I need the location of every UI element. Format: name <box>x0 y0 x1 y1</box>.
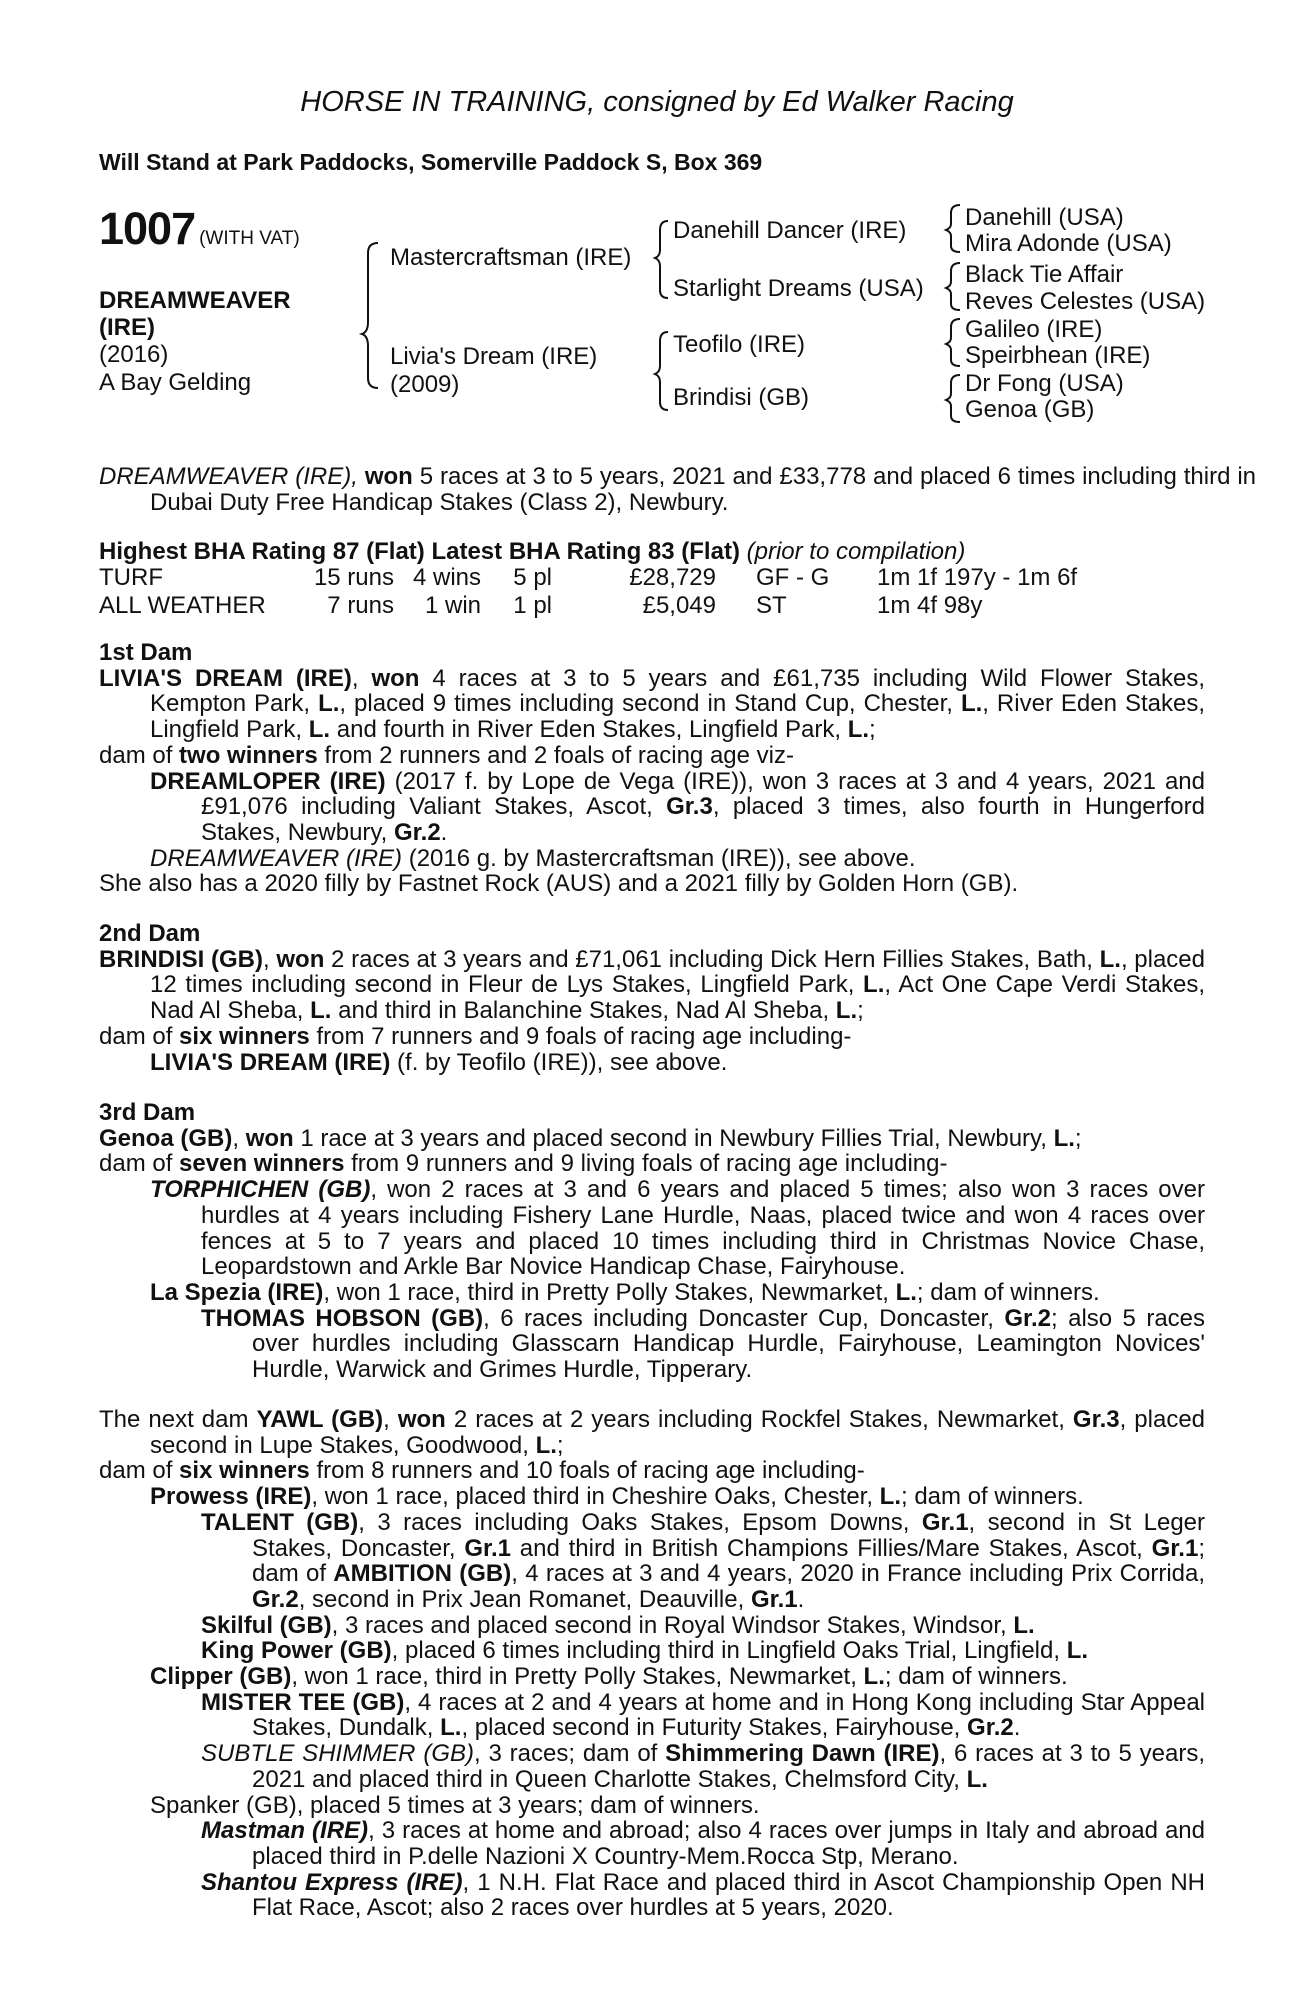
produce-intro <box>99 1458 1205 1484</box>
listed-mark: L. <box>1066 1637 1089 1665</box>
produce-entry <box>201 1870 1205 1921</box>
pedigree-dam: Livia's Dream (IRE) <box>390 343 598 370</box>
record-text: (f. by Teofilo (IRE)), see above. <box>390 1048 728 1076</box>
produce-name: MISTER TEE (GB) <box>201 1688 405 1716</box>
pedigree-g6: Speirbhean (IRE) <box>965 342 1151 369</box>
record-text: , 4 races at 2 and 4 years at home and in Hong Kong including Star Appeal Stakes, Dundalk, <box>252 1688 1206 1742</box>
ratings-note: (prior to compilation) <box>746 538 966 565</box>
record-text: The next dam <box>99 1406 257 1433</box>
stand-location: Will Stand at Park Paddocks, Somerville Paddock S, Box 369 <box>99 149 763 175</box>
stat-placed: 5 pl <box>513 564 552 591</box>
sire-brace <box>655 221 668 298</box>
record-text: , won 1 race, third in Pretty Polly Stakes, Newmarket, <box>291 1663 864 1691</box>
summary-horse-name: DREAMWEAVER (IRE), <box>99 463 358 490</box>
record-text: ; dam of winners. <box>884 1663 1068 1691</box>
produce-name: Prowess (IRE) <box>150 1483 312 1511</box>
record-text: , second in St Leger Stakes, Doncaster, <box>252 1508 1206 1562</box>
produce-entry <box>201 1818 1205 1869</box>
record-text: dam of <box>99 1022 180 1050</box>
foaling-year: (2016) <box>99 341 169 368</box>
dam-name: Genoa (GB) <box>99 1124 233 1152</box>
pedigree-g8: Genoa (GB) <box>965 396 1095 423</box>
pedigree-g2: Mira Adonde (USA) <box>965 230 1172 257</box>
stat-surface: ALL WEATHER <box>99 592 266 619</box>
record-text: , 1 N.H. Flat Race and placed third in Ascot Championship Open NH Flat Race, Ascot; also 2 races over hurdles at 5 years, 2020. <box>252 1868 1205 1922</box>
grade-mark: Gr.2 <box>393 818 441 846</box>
listed-mark: L. <box>1013 1611 1035 1639</box>
record-text: 2 races at 3 years and £71,061 including Dick Hern Fillies Stakes, Bath, <box>324 945 1100 973</box>
pedigree-sire-dam: Starlight Dreams (USA) <box>673 275 924 302</box>
listed-mark: L. <box>440 1714 462 1742</box>
produce-name: AMBITION (GB) <box>333 1560 512 1588</box>
listed-mark: L. <box>863 1663 885 1691</box>
second-dam-section <box>99 921 1205 1075</box>
grade-mark: Gr.1 <box>921 1508 969 1536</box>
record-text: . <box>797 1585 805 1613</box>
stat-distance: 1m 1f 197y - 1m 6f <box>877 564 1078 591</box>
produce-name: DREAMWEAVER (IRE) <box>150 844 403 872</box>
record-text: 2 races at 2 years including Rockfel Stakes, Newmarket, <box>445 1406 1073 1433</box>
grand-brace-2 <box>946 263 960 310</box>
produce-entry <box>201 1510 1205 1613</box>
dam-record: BRINDISI (GB), won 2 races at 3 years and £71,061 including Dick Hern Fillies Stakes, Bath, L., placed 12 times including second in Fleur de Lys Stakes, Lingfield Park, L., Act One Cape Verdi Stakes, Nad Al Sheba, L. and third in Balanchine Stakes, Nad Al Sheba, L.; <box>99 945 1206 1025</box>
record-text: , second in Prix Jean Romanet, Deauville, <box>298 1585 751 1613</box>
record-text: ; <box>1074 1124 1082 1152</box>
first-dam-section <box>99 640 1205 897</box>
record-text: ; <box>869 716 876 744</box>
listed-mark: L. <box>835 997 858 1025</box>
record-text: , Act One Cape Verdi Stakes, Nad Al Sheba, <box>150 971 1205 1025</box>
record-text: , 3 races and placed second in Royal Windsor Stakes, Windsor, <box>331 1611 1014 1639</box>
listed-mark: L. <box>960 690 983 718</box>
next-dam-section <box>99 1407 1205 1921</box>
record-text: . <box>1013 1714 1021 1742</box>
produce-name: Skilful (GB) <box>201 1611 332 1639</box>
record-text: (2017 f. by Lope de Vega (IRE)), won 3 races at 3 and 4 years, 2021 and £91,076 including Valiant Stakes, Ascot, <box>201 767 1205 821</box>
record-text: 1 race at 3 years and placed second in Newbury Fillies Trial, Newbury, <box>293 1124 1054 1152</box>
produce-intro <box>99 743 1205 769</box>
record-text: (2016 g. by Mastercraftsman (IRE)), see above. <box>402 844 916 872</box>
produce-name: SUBTLE SHIMMER (GB) <box>201 1740 474 1768</box>
dam-record: Genoa (GB), won 1 race at 3 years and placed second in Newbury Fillies Trial, Newbury, L.; <box>99 1124 1082 1152</box>
listed-mark: L. <box>318 690 340 718</box>
produce-entry <box>201 1306 1205 1383</box>
record-text: 4 races at 3 to 5 years and £61,735 including Wild Flower Stakes, Kempton Park, <box>150 664 1206 718</box>
dam-name: YAWL (GB) <box>256 1406 384 1433</box>
pedigree-dam-dam: Brindisi (GB) <box>673 384 810 411</box>
record-text: , 6 races including Doncaster Cup, Doncaster, <box>483 1304 1005 1332</box>
record-text: from 8 runners and 10 foals of racing age including- <box>309 1457 865 1485</box>
record-text: ; also 5 races over hurdles including Glasscarn Handicap Hurdle, Fairyhouse, Leamington Novices' Hurdle, Warwick and Grimes Hurdle, Tipperary. <box>252 1304 1206 1384</box>
grade-mark: Gr.2 <box>1004 1304 1052 1332</box>
record-text: from 9 runners and 9 living foals of racing age including- <box>344 1150 948 1178</box>
pedigree-sire-sire: Danehill Dancer (IRE) <box>673 217 907 244</box>
grand-brace-4 <box>946 375 960 422</box>
horse-description: A Bay Gelding <box>99 369 252 396</box>
produce-entry <box>150 1280 1205 1306</box>
summary-text: 5 races at 3 to 5 years, 2021 and £33,778 and placed 6 times including third in Dubai Duty Free Handicap Stakes (Class 2), Newbury. <box>150 463 1257 516</box>
record-text: , 6 races at 3 to 5 years, 2021 and placed third in Queen Charlotte Stakes, Chelmsford City, <box>252 1740 1205 1793</box>
stat-wins: 1 win <box>424 592 481 619</box>
dam-name: BRINDISI (GB) <box>99 945 264 973</box>
listed-mark: L. <box>966 1765 988 1793</box>
produce-name: Shimmering Dawn (IRE) <box>665 1740 940 1768</box>
winners-count: six winners <box>179 1457 310 1485</box>
section-heading: 1st Dam <box>99 639 193 666</box>
pedigree-g5: Galileo (IRE) <box>965 316 1103 343</box>
record-text: from 7 runners and 9 foals of racing age including- <box>309 1022 852 1050</box>
record-text: ; dam of winners. <box>916 1278 1100 1306</box>
produce-name: King Power (GB) <box>201 1637 392 1665</box>
listed-mark: L. <box>863 971 885 999</box>
won-label: won <box>371 664 420 692</box>
grade-mark: Gr.1 <box>750 1585 798 1613</box>
produce-entry <box>201 1690 1205 1741</box>
produce-name: THOMAS HOBSON (GB) <box>201 1304 484 1332</box>
vat-note: (WITH VAT) <box>199 228 300 249</box>
produce-intro <box>99 1024 1205 1050</box>
record-text: dam of <box>99 1457 180 1485</box>
stat-earnings: £28,729 <box>629 564 716 591</box>
record-text: , placed 12 times including second in Fleur de Lys Stakes, Lingfield Park, <box>150 945 1206 999</box>
grade-mark: Gr.3 <box>666 793 713 821</box>
produce-entry <box>201 1741 1205 1792</box>
record-text: from 2 runners and 2 foals of racing age viz- <box>317 741 794 769</box>
grade-mark: Gr.1 <box>464 1534 512 1562</box>
produce-entry: Spanker (GB), placed 5 times at 3 years; dam of winners. <box>150 1791 760 1819</box>
winners-count: two winners <box>179 741 318 769</box>
grade-mark: Gr.3 <box>1072 1406 1120 1433</box>
horse-name: DREAMWEAVER <box>99 287 291 314</box>
record-text: and fourth in River Eden Stakes, Lingfield Park, <box>330 716 848 744</box>
record-text: , won 1 race, third in Pretty Polly Stakes, Newmarket, <box>323 1278 896 1306</box>
produce-name: LIVIA'S DREAM (IRE) <box>150 1048 391 1076</box>
table-row <box>99 564 1077 592</box>
grand-brace-3 <box>946 319 960 366</box>
stat-going: GF - G <box>756 564 830 591</box>
record-text: dam of <box>99 741 180 769</box>
produce-name: Clipper (GB) <box>150 1663 292 1691</box>
ratings-label: Highest BHA Rating 87 (Flat) Latest BHA Rating 83 (Flat) <box>99 538 740 565</box>
stat-earnings: £5,049 <box>642 592 716 619</box>
listed-mark: L. <box>310 997 332 1025</box>
record-text: . <box>440 818 448 846</box>
produce-entry <box>150 1664 1205 1690</box>
listed-mark: L. <box>847 716 870 744</box>
dam-name: LIVIA'S DREAM (IRE) <box>99 664 352 692</box>
grand-brace-1 <box>946 205 960 252</box>
dam-record: The next dam YAWL (GB), won 2 races at 2 years including Rockfel Stakes, Newmarket, Gr.3, placed second in Lupe Stakes, Goodwood, L.; <box>99 1406 1206 1459</box>
pedigree-dam-sire: Teofilo (IRE) <box>673 331 806 358</box>
record-text: , 3 races including Oaks Stakes, Epsom Downs, <box>358 1508 922 1536</box>
record-text: , 4 races at 3 and 4 years, 2020 in France including Prix Corrida, <box>511 1560 1206 1588</box>
table-row <box>99 592 1077 620</box>
section-heading: 3rd Dam <box>99 1099 196 1126</box>
record-text: dam of <box>99 1150 180 1178</box>
produce-entry <box>150 1177 1205 1280</box>
record-text: and third in British Champions Fillies/Mare Stakes, Ascot, <box>511 1534 1152 1562</box>
record-text: , 3 races at home and abroad; also 4 races over jumps in Italy and abroad and placed third in P.delle Nazioni X Country-Mem.Rocca Stp, Merano. <box>252 1817 1206 1870</box>
pedigree-sire: Mastercraftsman (IRE) <box>390 244 632 271</box>
pedigree-dam-year: (2009) <box>390 371 460 398</box>
record-text: , 3 races; dam of <box>474 1740 666 1768</box>
won-label: won <box>245 1124 294 1152</box>
listed-mark: L. <box>1053 1124 1075 1152</box>
listed-mark: L. <box>308 716 331 744</box>
record-text: , placed second in Lupe Stakes, Goodwood, <box>150 1406 1206 1459</box>
produce-entry <box>150 1050 1205 1076</box>
record-text: ; dam of <box>252 1534 1205 1588</box>
record-text: , placed 6 times including third in Lingfield Oaks Trial, Lingfield, <box>391 1637 1067 1665</box>
produce-intro <box>99 1151 1205 1177</box>
younger-produce-note: She also has a 2020 filly by Fastnet Rock (AUS) and a 2021 filly by Golden Horn (GB). <box>99 870 1019 898</box>
record-text: , River Eden Stakes, Lingfield Park, <box>150 690 1206 744</box>
record-text: ; <box>857 997 864 1025</box>
produce-name: TALENT (GB) <box>201 1508 359 1536</box>
stat-wins: 4 wins <box>412 564 481 591</box>
record-text: , placed 9 times including second in Stand Cup, Chester, <box>339 690 961 718</box>
race-summary <box>99 464 1256 515</box>
stat-distance: 1m 4f 98y <box>877 592 983 619</box>
stat-surface: TURF <box>99 564 163 591</box>
stat-placed: 1 pl <box>513 592 552 619</box>
produce-name: DREAMLOPER (IRE) <box>150 767 386 795</box>
produce-entry <box>201 1638 1205 1664</box>
produce-name: Mastman (IRE) <box>201 1817 369 1845</box>
record-text: , placed second in Futurity Stakes, Fairyhouse, <box>461 1714 968 1742</box>
pedigree-g4: Reves Celestes (USA) <box>965 288 1206 315</box>
page-header: HORSE IN TRAINING, consigned by Ed Walker Racing <box>300 86 1014 118</box>
produce-entry <box>150 1484 1205 1510</box>
grade-mark: Gr.2 <box>967 1714 1014 1742</box>
won-label: won <box>397 1406 446 1433</box>
won-label: won <box>276 945 325 973</box>
dam-record: LIVIA'S DREAM (IRE), won 4 races at 3 to 5 years and £61,735 including Wild Flower Stakes, Kempton Park, L., placed 9 times including second in Stand Cup, Chester, L., River Eden Stakes, Lingfield Park, L. and fourth in River Eden Stakes, Lingfield Park, L.; <box>99 664 1206 744</box>
dam-brace <box>655 332 668 410</box>
pedigree-g1: Danehill (USA) <box>965 204 1124 231</box>
record-text: and third in Balanchine Stakes, Nad Al Sheba, <box>331 997 836 1025</box>
winners-count: six winners <box>179 1022 310 1050</box>
winners-count: seven winners <box>179 1150 345 1178</box>
produce-name: TORPHICHEN (GB) <box>150 1176 371 1204</box>
ratings-table <box>99 564 1077 620</box>
produce-name: La Spezia (IRE) <box>150 1278 324 1306</box>
won-label: won <box>364 463 413 490</box>
listed-mark: L. <box>895 1278 917 1306</box>
pedigree-main-brace <box>362 243 378 388</box>
produce-entry <box>150 769 1205 846</box>
produce-entry <box>201 1613 1205 1639</box>
record-text: , won 2 races at 3 and 6 years and placed 5 times; also won 3 races over hurdles at 4 years including Fishery Lane Hurdle, Naas, placed twice and won 4 races over fences at 5 to 7 years and placed 10 times including third in Christmas Novice Chase, Leopardstown and Arkle Bar Novice Handicap Chase, Fairyhouse. <box>201 1176 1205 1281</box>
pedigree-g3: Black Tie Affair <box>965 261 1124 288</box>
record-text: , placed 3 times, also fourth in Hungerford Stakes, Newbury, <box>201 793 1205 846</box>
listed-mark: L. <box>535 1431 557 1459</box>
record-text: , won 1 race, placed third in Cheshire Oaks, Chester, <box>311 1483 880 1511</box>
lot-number: 1007 <box>99 203 196 254</box>
record-text: ; <box>556 1431 564 1459</box>
section-heading: 2nd Dam <box>99 920 201 947</box>
record-text: ; dam of winners. <box>901 1483 1084 1511</box>
listed-mark: L. <box>1099 945 1121 973</box>
pedigree-g7: Dr Fong (USA) <box>965 370 1124 397</box>
listed-mark: L. <box>879 1483 901 1511</box>
ratings-line <box>99 539 1205 565</box>
horse-name-suffix: (IRE) <box>99 314 155 341</box>
grade-mark: Gr.1 <box>1151 1534 1199 1562</box>
produce-name: Shantou Express (IRE) <box>201 1868 463 1896</box>
third-dam-section <box>99 1100 1205 1383</box>
stat-runs: 15 runs <box>313 564 394 591</box>
stat-runs: 7 runs <box>327 592 394 619</box>
stat-going: ST <box>756 592 787 619</box>
grade-mark: Gr.2 <box>252 1585 299 1613</box>
produce-entry <box>150 846 1205 872</box>
